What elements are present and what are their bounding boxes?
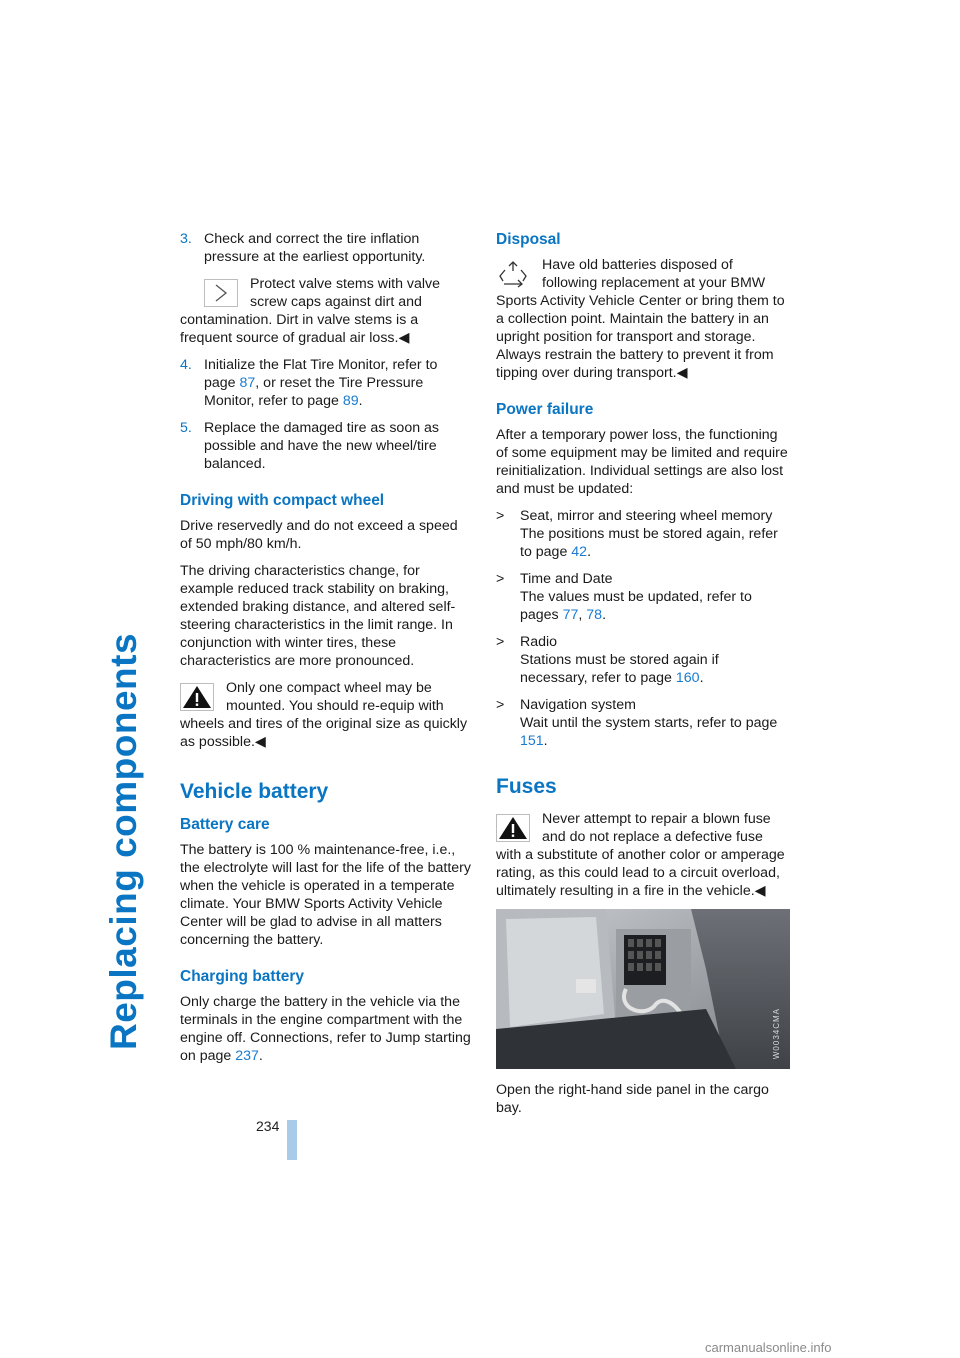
note-icon <box>204 279 238 307</box>
step-text: Check and correct the tire inflation pressure at the earliest opportunity. <box>204 231 426 265</box>
bullet-mark: > <box>496 697 505 713</box>
section-heading-charging: Charging battery <box>180 968 305 985</box>
item-text: The positions must be stored again, refer to page <box>520 526 778 560</box>
item-title: Navigation system <box>520 697 636 713</box>
page-link[interactable]: 87 <box>239 375 256 391</box>
bullet-mark: > <box>496 508 505 524</box>
paragraph: The battery is 100 % maintenance-free, i.e., the electrolyte will last for the life of the battery when the vehicle is operated in a temperate climate. Your BMW Sports Activity Vehicle Center will be glad to advise in all matters concerning the battery. <box>180 842 471 948</box>
separator: , <box>578 607 587 623</box>
step-text: Initialize the Flat Tire Monitor, refer to page <box>204 357 438 391</box>
step-5 <box>180 419 472 473</box>
paragraph-text: . <box>258 1048 263 1064</box>
section-heading-battery-care: Battery care <box>180 816 270 833</box>
item-text: Wait until the system starts, refer to page <box>520 715 778 731</box>
page-link[interactable]: 151 <box>520 733 544 749</box>
paragraph: After a temporary power loss, the functioning of some equipment may be limited and require reinitialization. Individual settings are also lost and must be updated: <box>496 427 788 497</box>
list-item <box>496 570 790 624</box>
step-number: 4. <box>180 357 192 373</box>
note-text: Only one compact wheel may be mounted. You should re-equip with wheels and tires of the original size as quickly as possible.◀ <box>180 680 468 750</box>
note-text: Have old batteries disposed of following replacement at your BMW Sports Activity Vehicle Center or bring them to a collection point. Maintain the battery in an upright position for transport and storage. Always restrain the battery to prevent it from tipping over during transport.◀ <box>496 257 785 381</box>
item-text: Stations must be stored again if necessary, refer to page <box>520 652 719 686</box>
item-text: . <box>587 544 592 560</box>
step-number: 3. <box>180 231 192 247</box>
step-text: Replace the damaged tire as soon as possible and have the new wheel/tire balanced. <box>204 420 440 472</box>
section-heading-disposal: Disposal <box>496 231 561 248</box>
warning-icon <box>180 683 214 711</box>
paragraph: Drive reservedly and do not exceed a speed of 50 mph/80 km/h. <box>180 518 458 552</box>
fuses-warning <box>496 810 790 900</box>
item-title: Time and Date <box>520 571 613 587</box>
page-link[interactable]: 77 <box>562 607 579 623</box>
section-heading-vehicle-battery: Vehicle battery <box>180 780 329 803</box>
step-3 <box>180 230 472 266</box>
paragraph-text: Only charge the battery in the vehicle via the terminals in the engine compartment with the engine off. Connections, refer to Jump starting on page <box>180 994 471 1064</box>
page-link[interactable]: 42 <box>571 544 588 560</box>
right-column <box>496 230 790 1126</box>
paragraph <box>180 993 472 1065</box>
warning-icon <box>496 814 530 842</box>
chapter-title: Replacing components <box>103 632 144 1050</box>
page-number: 234 <box>256 1118 280 1134</box>
item-text: . <box>699 670 704 686</box>
recycle-icon <box>496 260 530 288</box>
cargo-bay-image <box>496 909 790 1069</box>
bullet-mark: > <box>496 634 505 650</box>
step-number: 5. <box>180 420 192 436</box>
page-link[interactable]: 237 <box>235 1048 259 1064</box>
item-text: . <box>602 607 607 623</box>
page-link[interactable]: 78 <box>586 607 603 623</box>
note-text: Never attempt to repair a blown fuse and do not replace a defective fuse with a substitute of another color or amperage rating, as this could lead to a circuit overload, ultimately resulting in a fire in the vehicle.◀ <box>496 811 785 899</box>
fuse-panel-photo <box>496 909 790 1069</box>
item-title: Radio <box>520 634 558 650</box>
page-number-bar <box>287 1120 297 1160</box>
note-text: Protect valve stems with valve screw caps against dirt and contamination. Dirt in valve stems is a frequent source of gradual air loss.◀ <box>180 276 441 346</box>
disposal-note <box>496 256 790 382</box>
chapter-sidebar <box>103 230 153 1050</box>
list-item <box>496 507 790 561</box>
valve-note <box>180 275 472 347</box>
section-heading-power-failure: Power failure <box>496 401 594 418</box>
page-link[interactable]: 160 <box>675 670 700 686</box>
image-code: W0034CMA <box>772 1007 781 1059</box>
section-heading-compact-wheel: Driving with compact wheel <box>180 492 385 509</box>
step-text: . <box>358 393 363 409</box>
step-text: , or reset the Tire Pressure Monitor, refer to page <box>204 375 424 409</box>
item-text: The values must be updated, refer to pages <box>520 589 752 623</box>
left-column <box>180 230 472 1074</box>
list-item <box>496 633 790 687</box>
item-title: Seat, mirror and steering wheel memory <box>520 508 773 524</box>
page-link[interactable]: 89 <box>342 393 359 409</box>
watermark: carmanualsonline.info <box>705 1340 832 1355</box>
bullet-mark: > <box>496 571 505 587</box>
item-text: . <box>543 733 548 749</box>
paragraph: The driving characteristics change, for example reduced track stability on braking, extended braking distance, and altered self-steering characteristics in the limit range. In conjunction with winter tires, these characteristics are more pronounced. <box>180 563 456 669</box>
section-heading-fuses: Fuses <box>496 775 557 798</box>
paragraph: Open the right-hand side panel in the cargo bay. <box>496 1082 769 1116</box>
compact-wheel-warning <box>180 679 472 751</box>
step-4 <box>180 356 472 410</box>
list-item <box>496 696 790 750</box>
